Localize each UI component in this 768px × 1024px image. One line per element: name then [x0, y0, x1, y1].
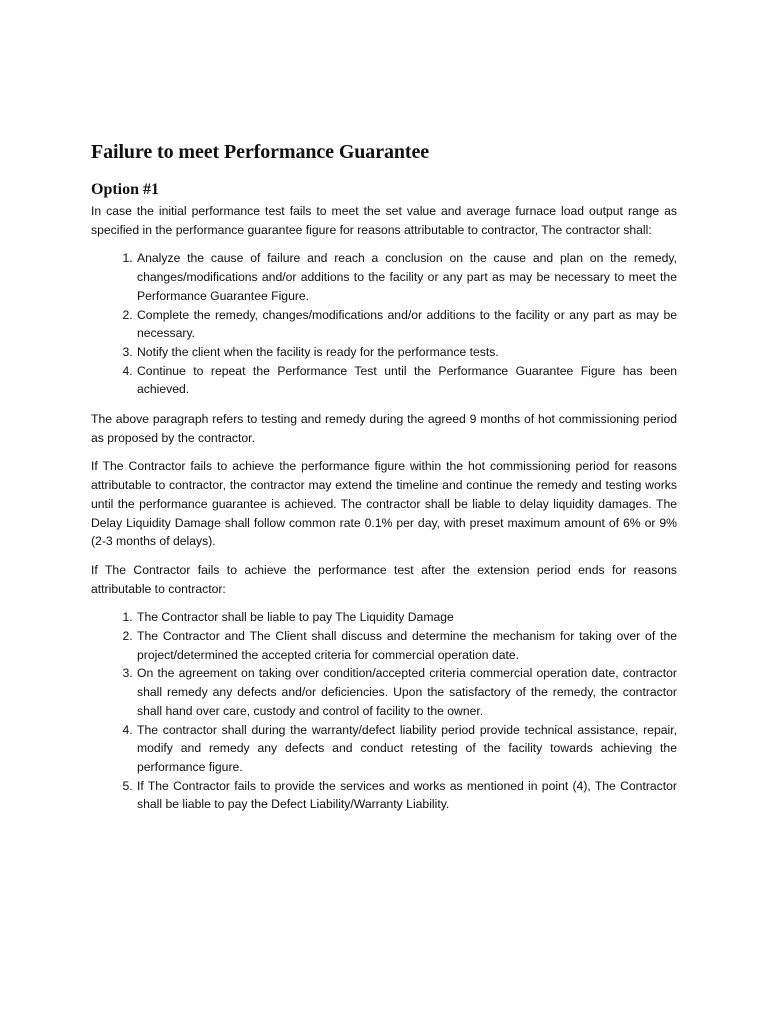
extension-paragraph: If The Contractor fails to achieve the performance figure within the hot commissioning period for reasons attributable to contractor, the contractor may extend the timeline and continue the remedy and testing works until the performance guarantee is achieved. The contractor shall be liable to delay liquidity damages. The Delay Liquidity Damage shall follow common rate 0.1% per day, with preset maximum amount of 6% or 9% (2-3 months of delays).	[91, 459, 677, 549]
document-body	[91, 139, 677, 825]
list-item: 4. Continue to repeat the Performance Test until the Performance Guarantee Figure has been achieved.	[136, 362, 677, 399]
list-item: 2. Complete the remedy, changes/modifications and/or additions to the facility or any part as may be necessary.	[136, 306, 677, 343]
intro-paragraph: In case the initial performance test fails to meet the set value and average furnace load output range as specified in the performance guarantee figure for reasons attributable to contractor, The contractor shall:	[91, 204, 677, 237]
list-item: 2. The Contractor and The Client shall discuss and determine the mechanism for taking over of the project/determined the accepted criteria for commercial operation date.	[136, 627, 677, 664]
option-heading: Option #1	[91, 181, 160, 198]
list-item: 5. If The Contractor fails to provide the services and works as mentioned in point (4), The Contractor shall be liable to pay the Defect Liability/Warranty Liability.	[136, 777, 677, 814]
document-title: Failure to meet Performance Guarantee	[91, 141, 430, 163]
list-item: 1. Analyze the cause of failure and reach a conclusion on the cause and plan on the remedy, changes/modifications and/or additions to the facility or any part as may be necessary to meet the Performance Guarantee Figure.	[136, 249, 677, 305]
list-item: 3. Notify the client when the facility is ready for the performance tests.	[136, 343, 677, 362]
testing-paragraph: The above paragraph refers to testing and remedy during the agreed 9 months of hot commissioning period as proposed by the contractor.	[91, 412, 677, 445]
consequences-list	[91, 608, 677, 814]
remedy-steps-list	[91, 249, 677, 399]
list-item: 3. On the agreement on taking over condition/accepted criteria commercial operation date, contractor shall remedy any defects and/or deficiencies. Upon the satisfactory of the remedy, the contractor shall hand over care, custody and control of facility to the owner.	[136, 664, 677, 720]
list-item: 4. The contractor shall during the warranty/defect liability period provide technical assistance, repair, modify and remedy any defects and conduct retesting of the facility towards achieving the performance figure.	[136, 721, 677, 777]
after-extension-paragraph: If The Contractor fails to achieve the performance test after the extension period ends for reasons attributable to contractor:	[91, 562, 677, 596]
list-item: 1. The Contractor shall be liable to pay The Liquidity Damage	[136, 608, 677, 627]
